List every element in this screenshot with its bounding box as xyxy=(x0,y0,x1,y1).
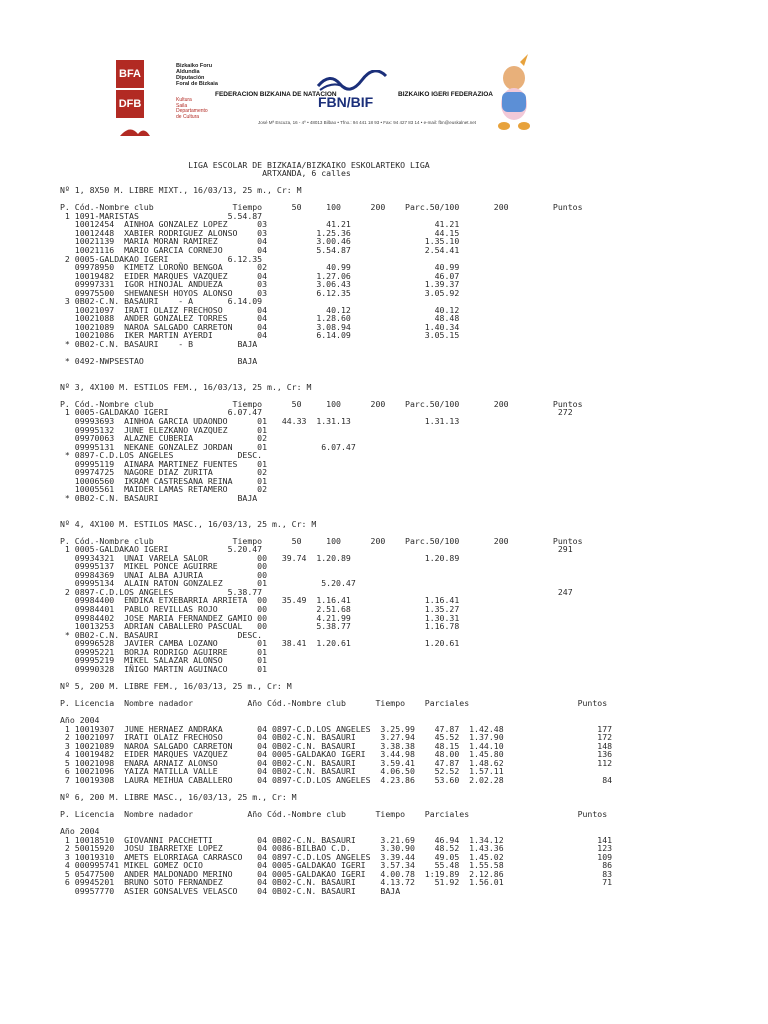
bfa-logo-bottom: DFB xyxy=(116,90,144,118)
document-line: 09984400 ENDIKA ETXEBARRIA ARRIETA 00 35.49 1.16.41 1.16.41 xyxy=(60,595,460,606)
document-line: 10012448 XABIER RODRIGUEZ ALONSO 03 1.25.36 44.15 xyxy=(60,227,460,238)
document-line: 2 10021097 IRATI OLAIZ FRECHOSO 04 0B02-C.N. BASAURI 3.27.94 45.52 1.37.90 172 xyxy=(60,732,613,743)
document-line: 2 0897-C.D.LOS ANGELES 5.38.77 247 xyxy=(60,586,573,597)
document-line: P. Cód.-Nombre club Tiempo 50 100 200 Parc.50/100 200 Puntos xyxy=(60,535,583,546)
document-line: P. Licencia Nombre nadador Año Cód.-Nombre club Tiempo Parciales Puntos xyxy=(60,698,608,708)
document-line: * 0897-C.D.LOS ANGELES DESC. xyxy=(60,450,263,461)
document-line: Nº 4, 4X100 M. ESTILOS MASC., 16/03/13, 25 m., Cr: M xyxy=(60,518,317,529)
document-line: * 0B02-C.N. BASAURI BAJA xyxy=(60,492,258,503)
document-line: 09995221 BORJA RODRIGO AGUIRRE 01 xyxy=(60,646,268,657)
fbn-logo: FBN/BIF xyxy=(318,94,374,110)
document-line: 10006560 IKRAM CASTRESANA REINA 01 xyxy=(60,475,268,486)
document-line: Año 2004 xyxy=(60,715,100,726)
document-line: P. Cód.-Nombre club Tiempo 50 100 200 Parc.50/100 200 Puntos xyxy=(60,398,583,409)
document-line: 5 10021098 ENARA ARNAIZ ALONSO 04 0B02-C.N. BASAURI 3.59.41 47.87 1.48.62 112 xyxy=(60,757,613,768)
document-line: 1 1091-MARISTAS 5.54.87 xyxy=(60,210,263,221)
document-line: 10021089 NAROA SALGADO CARRETON 04 3.08.94 1.40.34 xyxy=(60,321,460,332)
bfa-logo-top: BFA xyxy=(116,60,144,88)
document-line: 09934321 UNAI VARELA SALOR 00 39.74 1.20.89 1.20.89 xyxy=(60,552,460,563)
document-line: 6 09945201 BRUNO SOTO FERNANDEZ 04 0B02-C.N. BASAURI 4.13.72 51.92 1.56.01 71 xyxy=(60,877,613,888)
document-line: 1 10019307 JUNE HERNAEZ ANDRAKA 04 0897-C.D.LOS ANGELES 3.25.99 47.87 1.42.48 177 xyxy=(60,723,613,734)
document-line: 09974725 NAGORE DIAZ ZURITA 02 xyxy=(60,467,268,478)
document-line: 09995131 NEKANE GONZALEZ JORDAN 01 6.07.47 xyxy=(60,441,356,452)
document-line: 09990328 IÑIGO MARTIN AGUINACO 01 xyxy=(60,663,268,674)
document-line: 6 10021096 YAIZA MATILLA VALLE 04 0B02-C.N. BASAURI 4.06.50 52.52 1.57.11 xyxy=(60,766,504,777)
document-line: 5 05477500 ANDER MALDONADO MERINO 04 0005-GALDAKAO IGERI 4.00.78 1:19.89 2.12.86 83 xyxy=(60,868,613,879)
document-line: 09975500 SHEWANESH HOYOS ALONSO 03 6.12.35 3.05.92 xyxy=(60,287,460,298)
document-line: 10019482 EIDER MARQUES VAZQUEZ 04 1.27.06 46.07 xyxy=(60,270,460,281)
document-line: 09995137 MIKEL PONCE AGUIRRE 00 xyxy=(60,561,268,572)
document-line: 10021116 MARIO GARCIA CORNEJO 04 5.54.87 2.54.41 xyxy=(60,245,460,256)
document-line: 09984402 JOSE MARIA FERNANDEZ GAMIO 00 4.21.99 1.30.31 xyxy=(60,612,460,623)
document-line: 09978950 KIMETZ LOROÑO BENGOA 02 40.99 40.99 xyxy=(60,262,460,273)
document-line: * 0492-NWPSESTAO BAJA xyxy=(60,356,258,367)
document-line: 3 10019310 AMETS ELORRIAGA CARRASCO 04 0897-C.D.LOS ANGELES 3.39.44 49.05 1.45.02 109 xyxy=(60,851,613,862)
document-line: 7 10019308 LAURA MEIHUA CABALLERO 04 0897-C.D.LOS ANGELES 4.23.86 53.60 2.02.28 84 xyxy=(60,774,613,785)
document-line: 10012454 AINHOA GONZALEZ LOPEZ 03 41.21 41.21 xyxy=(60,219,460,230)
document-line: 3 0B02-C.N. BASAURI - A 6.14.09 xyxy=(60,296,263,307)
federation-name-eu: BIZKAIKO IGERI FEDERAZIOA xyxy=(398,91,493,98)
document-line: * 0B02-C.N. BASAURI DESC. xyxy=(60,629,263,640)
document-line: Nº 1, 8X50 M. LIBRE MIXT., 16/03/13, 25 m., Cr: M xyxy=(60,185,302,196)
document-line: 10021086 IKER MARTIN AYERDI 04 6.14.09 3.05.15 xyxy=(60,330,460,341)
document-line: 09993693 AINHOA GARCIA UDAONDO 01 44.33 1.31.13 1.31.13 xyxy=(60,415,460,426)
document-line: 09984401 PABLO REVILLAS ROJO 00 2.51.68 1.35.27 xyxy=(60,603,460,614)
document-line: 09984369 UNAI ALBA AJURIA 00 xyxy=(60,569,268,580)
document-line: 09995119 AINARA MARTINEZ FUENTES 01 xyxy=(60,458,268,469)
document-line: 10021088 ANDER GONZALEZ TORRES 04 1.28.60 48.48 xyxy=(60,313,460,324)
document-line: P. Cód.-Nombre club Tiempo 50 100 200 Parc.50/100 200 Puntos xyxy=(60,202,583,213)
document-line: 09995219 MIKEL SALAZAR ALONSO 01 xyxy=(60,655,268,666)
document-line: 2 0005-GALDAKAO IGERI 6.12.35 xyxy=(60,253,263,264)
document-line: 09996528 JAVIER CAMBA LOZANO 01 38.41 1.20.61 1.20.61 xyxy=(60,638,460,649)
document-line: 10005561 MAIDER LAMAS RETAMERO 02 xyxy=(60,484,268,495)
document-line: Nº 6, 200 M. LIBRE MASC., 16/03/13, 25 m., Cr: M xyxy=(60,792,297,803)
letterhead xyxy=(0,0,768,150)
document-line: 09995132 JUNE ELEZKANO VAZQUEZ 01 xyxy=(60,424,268,435)
document-line: ARTXANDA, 6 calles xyxy=(60,168,351,179)
document-line: 2 50015920 JOSU IBARRETXE LOPEZ 04 0086-BILBAO C.D. 3.30.90 48.52 1.43.36 123 xyxy=(60,843,613,854)
document-line: 10013253 ADRIAN CABALLERO PASCUAL 00 5.38.77 1.16.78 xyxy=(60,621,460,632)
document-line: 09970063 ALAZNE CUBERIA 02 xyxy=(60,433,268,444)
document-line: 3 10021089 NAROA SALGADO CARRETON 04 0B02-C.N. BASAURI 3.38.38 48.15 1.44.10 148 xyxy=(60,740,613,751)
results-listing xyxy=(60,152,612,896)
document-line: 09957770 ASIER GONSALVES VELASCO 04 0B02-C.N. BASAURI BAJA xyxy=(60,886,401,897)
document-line: Nº 5, 200 M. LIBRE FEM., 16/03/13, 25 m., Cr: M xyxy=(60,680,292,691)
document-line: 1 0005-GALDAKAO IGERI 5.20.47 291 xyxy=(60,544,573,555)
bfa-dfb-logo xyxy=(116,60,172,134)
bfa-names: Bizkaiko Foru Aldundia Diputación Foral de Bizkaia xyxy=(176,63,218,87)
contact-address: José Mª Escuza, 16 - 4º • 48013 Bilbao • Tfno.: 94 441 18 93 • Fax: 94 427 83 14 • e-mail: fbn@euskalnet.net xyxy=(258,120,476,125)
document-line: 09997331 IGOR HINOJAL ANDUEZA 03 3.06.43 1.39.37 xyxy=(60,279,460,290)
document-line: P. Licencia Nombre nadador Año Cód.-Nombre club Tiempo Parciales Puntos xyxy=(60,809,608,820)
document-line: 4 10019482 EIDER MARQUES VAZQUEZ 04 0005-GALDAKAO IGERI 3.44.98 48.00 1.45.80 136 xyxy=(60,749,613,760)
federation-name-es: FEDERACION BIZKAINA DE NATACION xyxy=(215,91,337,98)
bfa-department: Kultura Saila Departamento de Cultura xyxy=(176,97,208,120)
document-line: Año 2004 xyxy=(60,826,100,837)
document-line: LIGA ESCOLAR DE BIZKAIA/BIZKAIKO ESKOLARTEKO LIGA xyxy=(60,159,430,170)
document-line: 10021097 IRATI OLAIZ FRECHOSO 04 40.12 40.12 xyxy=(60,304,460,315)
mascot-icon xyxy=(494,52,534,134)
document-line: * 0B02-C.N. BASAURI - B BAJA xyxy=(60,339,258,350)
bfa-emblem-icon xyxy=(116,122,172,142)
document-line: 4 000995741 MIKEL GOMEZ OCIO 04 0005-GALDAKAO IGERI 3.57.34 55.48 1.55.58 86 xyxy=(60,860,613,871)
document-line: Nº 3, 4X100 M. ESTILOS FEM., 16/03/13, 25 m., Cr: M xyxy=(60,381,312,392)
document-line: 1 10018510 GIOVANNI PACCHETTI 04 0B02-C.N. BASAURI 3.21.69 46.94 1.34.12 141 xyxy=(60,834,613,845)
document-line: 09995134 ALAIN RATON GONZALEZ 01 5.20.47 xyxy=(60,578,356,589)
document-line: 10021139 MARIA MORAN RAMIREZ 04 3.00.46 1.35.10 xyxy=(60,236,460,247)
document-line: 1 0005-GALDAKAO IGERI 6.07.47 272 xyxy=(60,407,573,418)
